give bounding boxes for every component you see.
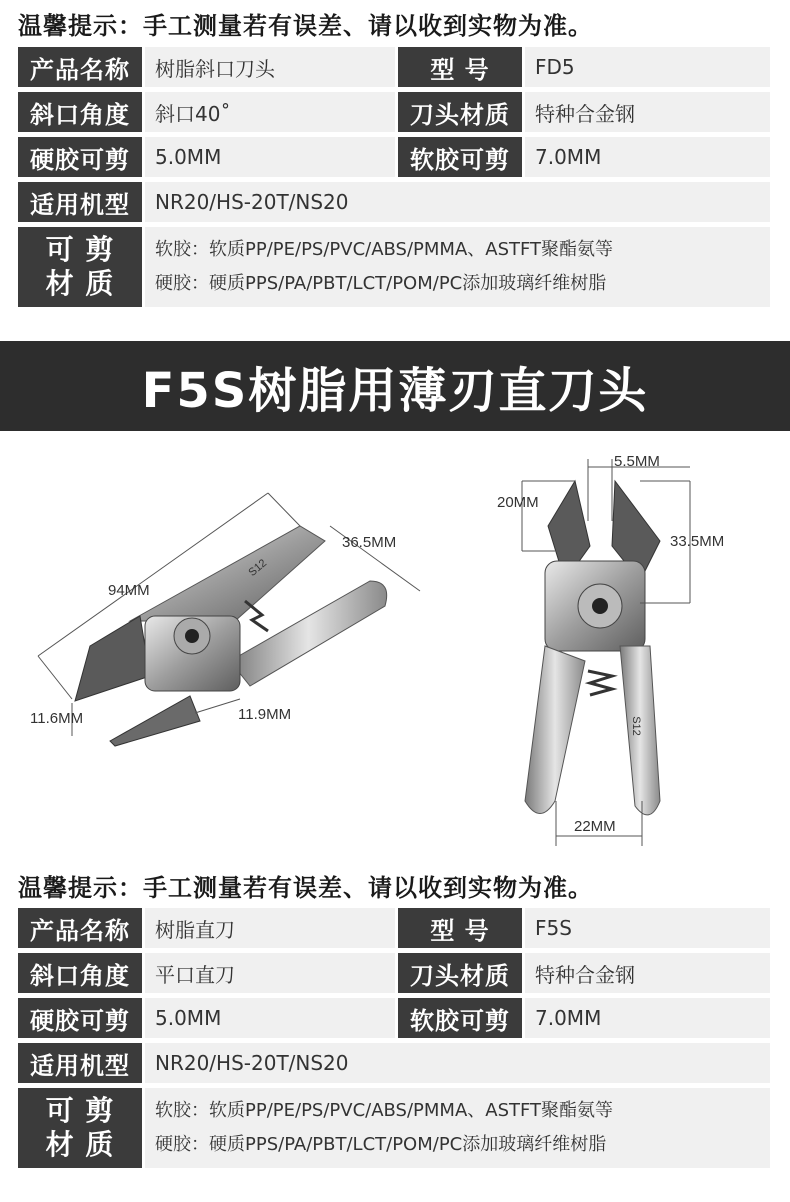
notice-text-2: 温馨提示：手工测量若有误差、请以收到实物为准。 [18, 874, 593, 902]
soft-label-2: 软胶可剪 [398, 998, 522, 1038]
cut-label [18, 227, 142, 307]
cut-label-line-2: 材 质 [45, 267, 115, 300]
cut-value [145, 227, 770, 307]
model-value-2: F5S [525, 908, 770, 948]
engraving-left: S12 [246, 557, 270, 579]
model-label: 型 号 [398, 47, 522, 87]
fit-value: NR20/HS-20T/NS20 [145, 182, 770, 222]
cut-line-1: 软胶：软质PP/PE/PS/PVC/ABS/PMMA、ASTFT聚酯氨等 [155, 239, 614, 260]
cut-2-line-2: 硬胶：硬质PPS/PA/PBT/LCT/POM/PC添加玻璃纤维树脂 [155, 1134, 607, 1155]
fit-value-2: NR20/HS-20T/NS20 [145, 1043, 770, 1083]
name-value-2: 树脂直刀 [145, 908, 395, 948]
cut-line-2: 硬胶：硬质PPS/PA/PBT/LCT/POM/PC添加玻璃纤维树脂 [155, 273, 607, 294]
measure-height-label: 33.5MM [670, 533, 725, 550]
measure-tip-label: 20MM [497, 494, 539, 511]
name-label: 产品名称 [18, 47, 142, 87]
measure-jaw-label: 36.5MM [342, 534, 397, 551]
left-cutter-image [38, 493, 420, 746]
hard-value-2: 5.0MM [145, 998, 395, 1038]
name-label-2: 产品名称 [18, 908, 142, 948]
product-banner: F5S树脂用薄刃直刀头 [0, 341, 790, 431]
material-label: 刀头材质 [398, 92, 522, 132]
angle-value-2: 平口直刀 [145, 953, 395, 993]
fit-label: 适用机型 [18, 182, 142, 222]
measure-length-label: 94MM [108, 582, 150, 599]
angle-label: 斜口角度 [18, 92, 142, 132]
hard-label-2: 硬胶可剪 [18, 998, 142, 1038]
hard-label: 硬胶可剪 [18, 137, 142, 177]
soft-value: 7.0MM [525, 137, 770, 177]
right-cutter-image [522, 459, 690, 846]
fit-label-2: 适用机型 [18, 1043, 142, 1083]
engraving-right: S12 [629, 716, 642, 736]
measure-handle-label: 22MM [574, 818, 616, 835]
angle-label-2: 斜口角度 [18, 953, 142, 993]
measure-blade-width-label: 11.6MM [30, 710, 84, 727]
material-value-2: 特种合金钢 [525, 953, 770, 993]
soft-label: 软胶可剪 [398, 137, 522, 177]
notice-text: 温馨提示：手工测量若有误差、请以收到实物为准。 [18, 12, 593, 40]
cut-label-line-1: 可 剪 [45, 233, 115, 266]
soft-value-2: 7.0MM [525, 998, 770, 1038]
cut-label-2-line-2: 材 质 [45, 1128, 115, 1161]
product-illustration [0, 431, 790, 861]
cut-label-2-line-1: 可 剪 [45, 1094, 115, 1127]
hard-value: 5.0MM [145, 137, 395, 177]
measure-gap-label: 5.5MM [614, 453, 660, 470]
cut-label-2 [18, 1088, 142, 1168]
cut-2-line-1: 软胶：软质PP/PE/PS/PVC/ABS/PMMA、ASTFT聚酯氨等 [155, 1100, 614, 1121]
name-value: 树脂斜口刀头 [145, 47, 395, 87]
material-value: 特种合金钢 [525, 92, 770, 132]
angle-value: 斜口40˚ [145, 92, 395, 132]
measure-blade-thick-label: 11.9MM [238, 706, 292, 723]
material-label-2: 刀头材质 [398, 953, 522, 993]
model-label-2: 型 号 [398, 908, 522, 948]
cut-value-2 [145, 1088, 770, 1168]
model-value: FD5 [525, 47, 770, 87]
